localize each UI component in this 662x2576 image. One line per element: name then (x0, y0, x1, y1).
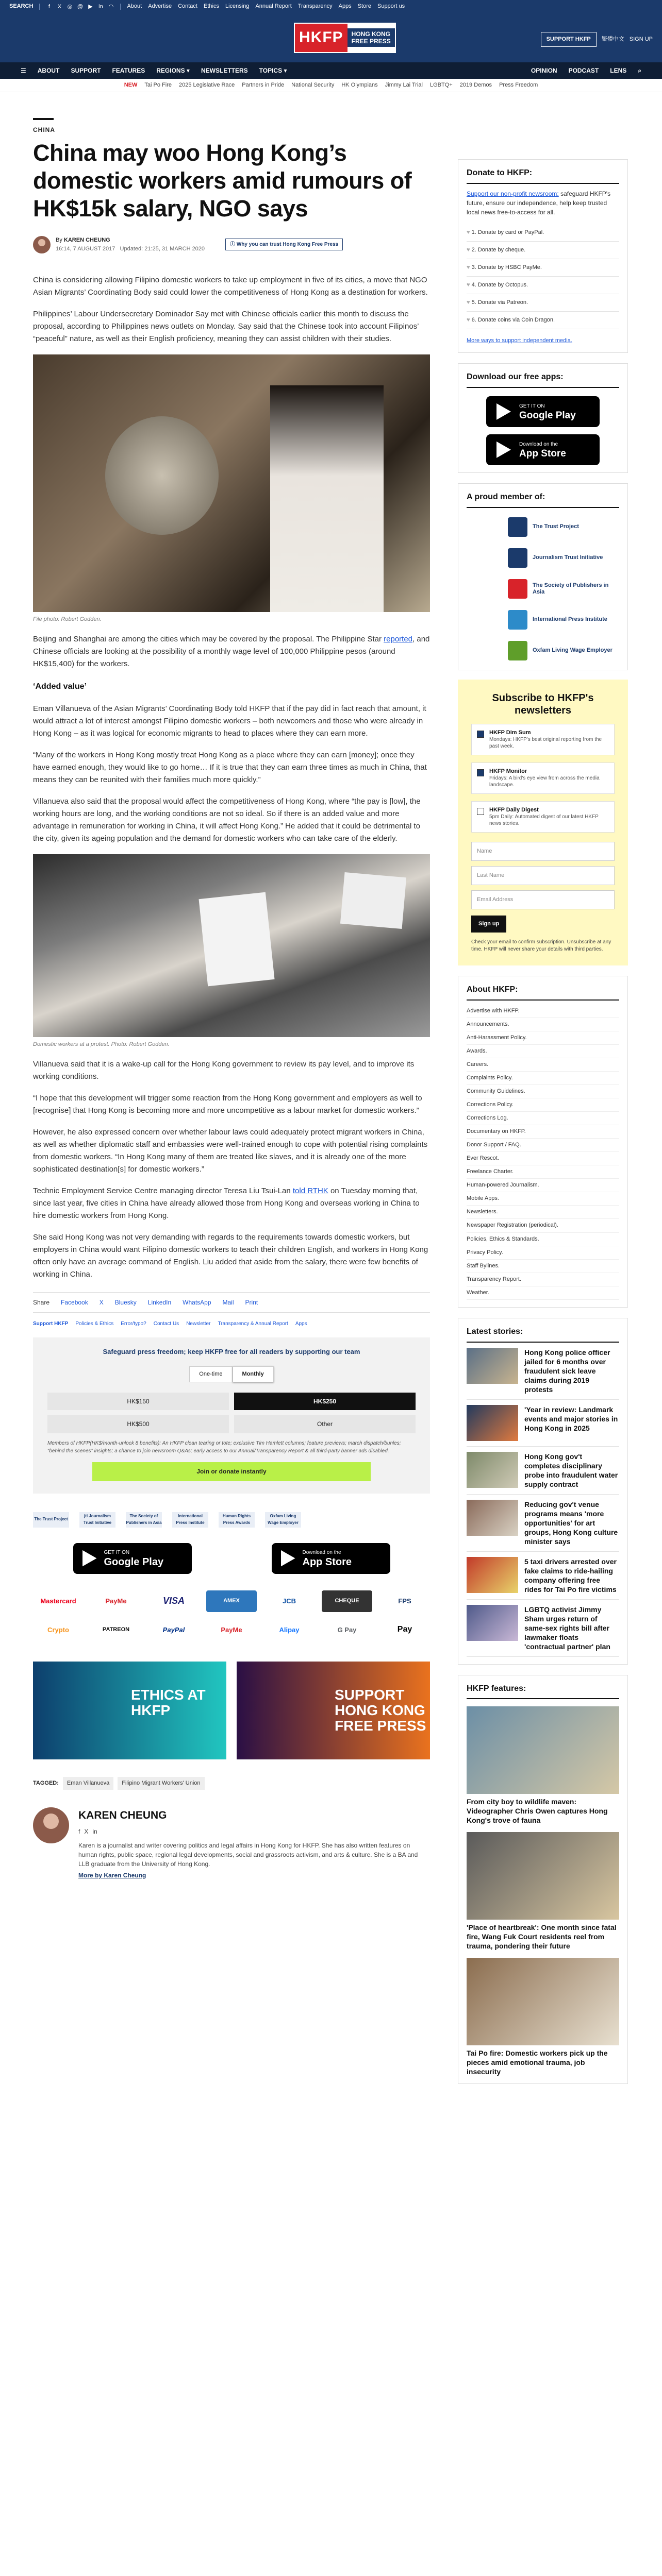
feature-story[interactable] (467, 1832, 619, 1951)
masthead (0, 13, 662, 62)
author-box (33, 1807, 430, 1880)
member-item[interactable] (467, 515, 619, 539)
fps-icon[interactable]: FPS (398, 1597, 411, 1605)
topbar-link-about[interactable]: About (127, 3, 142, 10)
tag[interactable]: Eman Villanueva (63, 1777, 113, 1790)
top-bar (0, 0, 662, 13)
donate-method[interactable]: ♥ 5. Donate via Patreon. (467, 294, 619, 312)
paragraph: She said Hong Kong was not very demanding with regards to the requirements towards domestic workers, but employers in China would want Filipino domestic workers to teach their children English, and workers in Hong Kong often only have an average command of English. Liu added that aside from the salary, there were few benefits of working in China. (33, 1232, 428, 1279)
checkbox-checked[interactable] (477, 769, 484, 776)
support-banner[interactable]: SUPPORT HONG KONG FREE PRESS (237, 1662, 430, 1759)
donate-method[interactable]: ♥ 2. Donate by cheque. (467, 242, 619, 259)
support-hkfp-button[interactable]: SUPPORT HKFP (541, 32, 597, 47)
share-whatsapp[interactable]: WhatsApp (183, 1298, 211, 1306)
byline-dates (56, 245, 205, 253)
author-avatar[interactable] (33, 1807, 69, 1843)
divider (120, 4, 121, 10)
store-small: GET IT ON (519, 403, 545, 409)
about-link[interactable]: Careers. (467, 1058, 619, 1072)
topbar-link-licensing[interactable]: Licensing (225, 3, 250, 10)
main-nav (0, 62, 662, 79)
share-print[interactable]: Print (245, 1298, 258, 1306)
tags-row (33, 1777, 430, 1790)
story-title: Hong Kong gov't completes disciplinary probe into fraudulent water supply contract (524, 1452, 618, 1488)
feature-story[interactable] (467, 1958, 619, 2076)
topbar-link-apps[interactable]: Apps (338, 3, 352, 10)
chevron-down-icon: ▾ (284, 66, 287, 74)
about-link[interactable]: Human-powered Journalism. (467, 1179, 619, 1192)
about-link[interactable]: Announcements. (467, 1018, 619, 1031)
signup-button[interactable]: Sign up (471, 916, 506, 933)
sidebar (458, 92, 628, 2084)
amount-option-other[interactable]: Other (234, 1415, 416, 1433)
latest-story[interactable] (467, 1343, 619, 1400)
author-info (78, 1807, 430, 1880)
jti-icon (508, 548, 527, 568)
share-x[interactable]: X (99, 1298, 104, 1306)
feature-image (467, 1958, 619, 2045)
photo-caption: Domestic workers at a protest. Photo: Robert Godden. (33, 1041, 170, 1047)
story-thumbnail (467, 1557, 518, 1593)
share-mail[interactable]: Mail (222, 1298, 234, 1306)
photo-person-shape (270, 385, 384, 612)
about-link[interactable]: Complaints Policy. (467, 1072, 619, 1085)
oxfam-logo[interactable]: Oxfam Living Wage Employer (265, 1512, 301, 1528)
donate-method[interactable]: ♥ 6. Donate coins via Coin Dragon. (467, 312, 619, 329)
last-name-field[interactable]: Last Name (471, 866, 615, 885)
google-pay-icon[interactable]: G Pay (337, 1625, 357, 1634)
section-subhead: ‘Added value’ (33, 682, 87, 691)
logo-sub (347, 28, 395, 47)
more-ways-link[interactable]: More ways to support independent media. (467, 337, 572, 344)
member-item[interactable] (467, 608, 619, 632)
member-label: Journalism Trust Initiative (533, 554, 603, 561)
nav-regions[interactable] (156, 66, 190, 76)
info-icon: ⓘ (230, 241, 236, 247)
store-name: Google Play (104, 1556, 164, 1568)
donate-method[interactable]: ♥ 1. Donate by card or PayPal. (467, 224, 619, 242)
author-name[interactable]: KAREN CHEUNG (78, 1809, 167, 1821)
divider (39, 4, 40, 10)
amount-option-selected[interactable]: HK$250 (234, 1393, 416, 1411)
widget-title: Download our free apps: (467, 371, 619, 388)
trending-jimmy-lai-trial[interactable]: Jimmy Lai Trial (385, 81, 423, 88)
article-category[interactable]: CHINA (33, 126, 55, 133)
paragraph: However, he also expressed concern over whether labour laws could adequately protect migrant workers in China, as well as whether diplomatic staff and embassies were well-trained enough to cope with potential rising complaints from domestic workers. “In Hong Kong many of them are treated like slaves, and it is already one of the more sophisticated destination[s] for domestic workers.” (33, 1127, 428, 1174)
search-link[interactable]: SEARCH (9, 3, 34, 10)
story-title: Hong Kong police officer jailed for 6 months over fraudulent sick leave claims during 2019 protests (524, 1348, 610, 1394)
nav-podcast[interactable]: PODCAST (568, 66, 599, 74)
donate-method[interactable]: ♥ 4. Donate by Octopus. (467, 277, 619, 294)
photo-pot-shape (105, 416, 219, 535)
chevron-down-icon: ▾ (186, 66, 190, 74)
p10-text-a: Technic Employment Service Centre managing director Teresa Liu Tsui-Lan (33, 1186, 293, 1195)
about-link[interactable]: Freelance Charter. (467, 1165, 619, 1179)
newsletter-note: Check your email to confirm subscription. Unsubscribe at any time. HKFP will never share your details with third parties. (471, 939, 611, 952)
instagram-icon[interactable]: ◎ (67, 4, 73, 10)
share-bluesky[interactable]: Bluesky (114, 1298, 137, 1306)
donate-method[interactable]: ♥ 3. Donate by HSBC PayMe. (467, 259, 619, 277)
byline-text (56, 236, 205, 253)
topbar-link-advertise[interactable]: Advertise (148, 3, 172, 10)
latest-story[interactable] (467, 1600, 619, 1657)
widget-title: About HKFP: (467, 984, 619, 1001)
about-link[interactable]: Donor Support / FAQ. (467, 1139, 619, 1152)
linkedin-icon[interactable]: in (92, 1828, 97, 1836)
donate-title: Safeguard press freedom; keep HKFP free for all readers by supporting our team (103, 1347, 360, 1355)
donate-amounts (47, 1393, 416, 1433)
about-link[interactable]: Weather. (467, 1286, 619, 1300)
article-photo-protest[interactable] (33, 854, 430, 1037)
checkbox[interactable] (477, 808, 484, 815)
social-icons (46, 4, 114, 10)
member-label: International Press Institute (533, 616, 607, 623)
store-small: GET IT ON (104, 1549, 130, 1555)
feature-image (467, 1706, 619, 1794)
payme-icon[interactable]: PayMe (221, 1625, 242, 1634)
nav-opinion[interactable]: OPINION (531, 66, 557, 74)
non-profit-link[interactable]: Support our non-profit newsroom: (467, 190, 559, 197)
signup-link[interactable]: SIGN UP (629, 36, 653, 42)
p3-text-b: , and Chinese officials are looking at the possibility of a monthly wage level of 100,000 Philippine pesos (around HK$15,400) for the workers. (33, 634, 430, 668)
about-link[interactable]: Newspaper Registration (periodical). (467, 1219, 619, 1232)
join-donate-button[interactable]: Join or donate instantly (92, 1462, 371, 1481)
cheque-icon[interactable]: CHEQUE (322, 1590, 372, 1612)
payme-icon[interactable]: PayMe (105, 1597, 127, 1605)
story-title: 5 taxi drivers arrested over fake claims to ride-hailing company offering free rides for Tai Po fire victims (524, 1557, 617, 1594)
feature-title: From city boy to wildlife maven: Videographer Chris Owen captures Hong Kong's trove of fauna (467, 1798, 608, 1825)
sopa-icon (508, 579, 527, 599)
member-item[interactable] (467, 546, 619, 570)
nav-topics[interactable] (259, 66, 287, 76)
photo-sign-shape (340, 872, 406, 928)
member-item[interactable] (467, 577, 619, 601)
toggle-one-time[interactable]: One-time (189, 1366, 232, 1382)
about-link[interactable]: Staff Bylines. (467, 1260, 619, 1273)
topbar-link-annual-report[interactable]: Annual Report (255, 3, 292, 10)
about-link[interactable]: Mobile Apps. (467, 1192, 619, 1206)
visa-icon[interactable]: VISA (162, 1595, 185, 1606)
payment-methods (33, 1590, 430, 1641)
donate-benefits-note: Members of HKFP(HK$/month-unlock 8 benefits): An HKFP clean tearing or tote; exclusive Tim Hamlett columns; feature previews; march dispatch/bunles; “behind the scenes” insights; a chance to join newsroom Q&As; early access to our Annual/Transparency Report & all third-party banner ads disabled. (47, 1440, 401, 1454)
topbar-link-contact[interactable]: Contact (178, 3, 197, 10)
topbar-link-support[interactable]: Support us (377, 3, 405, 10)
member-logos-row (33, 1512, 430, 1528)
feature-story[interactable] (467, 1706, 619, 1825)
trending-national-security[interactable]: National Security (291, 81, 335, 88)
hkfp-logo[interactable] (294, 23, 396, 53)
member-label: Oxfam Living Wage Employer (533, 647, 613, 654)
about-links (467, 1005, 619, 1300)
story-thumbnail (467, 1405, 518, 1441)
patreon-icon[interactable]: PATREON (102, 1626, 130, 1633)
paragraph: Eman Villanueva of the Asian Migrants’ Coordinating Body told HKFP that if the pay did in fact reach that amount, it would attract a lot of interest amongst Filipino domestic workers – both newcomers and those who were already in Hong Kong – as it was logical for economic migrants to head to places where they can earn more. (33, 704, 426, 738)
story-thumbnail (467, 1500, 518, 1536)
paragraph: “I hope that this development will trigger some reaction from the Hong Kong government and employers as well to [recognise] that Hong Kong is becoming more and more uncompetitive as a labour market for domestic workers.” (33, 1093, 422, 1115)
member-widget (458, 483, 628, 670)
trending-press-freedom[interactable]: Press Freedom (499, 81, 538, 88)
crypto-icon[interactable]: Crypto (47, 1625, 69, 1634)
nav-lens[interactable]: LENS (610, 66, 627, 74)
error-typo-link[interactable]: Error/typo? (121, 1321, 146, 1327)
ipi-icon (508, 610, 527, 630)
newsletter-option[interactable] (471, 762, 615, 794)
support-links (33, 1320, 430, 1328)
newsletter-desc: 5pm Daily: Automated digest of our latest HKFP news stories. (489, 814, 599, 826)
mastercard-icon[interactable]: Mastercard (40, 1597, 76, 1605)
about-widget (458, 976, 628, 1308)
topbar-link-store[interactable]: Store (357, 3, 371, 10)
donate-widget (458, 159, 628, 353)
widget-title: HKFP features: (467, 1683, 619, 1700)
story-thumbnail (467, 1348, 518, 1384)
newsletter-title: Subscribe to HKFP's newsletters (492, 692, 594, 716)
nav-features[interactable]: FEATURES (112, 66, 145, 74)
rss-icon[interactable]: ◠ (108, 4, 114, 10)
logo-main: HKFP (295, 24, 347, 52)
donate-widget-text (467, 189, 619, 217)
store-small: Download on the (519, 441, 558, 447)
trending-hk-olympians[interactable]: HK Olympians (341, 81, 378, 88)
donate-frequency-toggle (47, 1366, 416, 1382)
member-label: The Trust Project (533, 523, 579, 530)
checkbox-checked[interactable] (477, 731, 484, 738)
about-link[interactable]: Policies, Ethics & Standards. (467, 1233, 619, 1246)
member-item[interactable] (467, 639, 619, 663)
p10-text-b: on Tuesday morning that, since last year, five cities in China have already allowed those from Hong Kong and overseas working in China to hire domestic workers from Hong Kong. (33, 1186, 420, 1220)
apps-link[interactable]: Apps (295, 1321, 307, 1327)
email-field[interactable]: Email Address (471, 890, 615, 909)
language-switch[interactable]: 繁體中文 (601, 36, 624, 42)
widget-title: Latest stories: (467, 1326, 619, 1343)
newsletter-name: HKFP Dim Sum (489, 729, 531, 736)
nav-regions-label: REGIONS (156, 66, 185, 74)
store-name: App Store (519, 448, 566, 460)
updated-date: Updated: 21:25, 31 MARCH 2020 (120, 245, 205, 252)
support-hkfp-link[interactable]: Support HKFP (33, 1321, 69, 1327)
jti-logo[interactable]: jti Journalism Trust Initiative (79, 1512, 115, 1528)
author-social (78, 1827, 430, 1837)
amex-icon[interactable]: AMEX (206, 1590, 257, 1612)
google-play-button[interactable] (73, 1543, 192, 1574)
more-by-author-link[interactable]: More by Karen Cheung (78, 1871, 146, 1879)
youtube-icon[interactable]: ▶ (88, 4, 93, 10)
paragraph: “Many of the workers in Hong Kong mostly treat Hong Kong as a place where they can earn [money]; once they have earned enough, they would like to go home… If it is true that they can earn three times as much in China, that means they can be reunited with their families much more quickly.” (33, 750, 427, 784)
alipay-icon[interactable]: Alipay (279, 1625, 300, 1634)
photo-sign-shape (198, 892, 274, 986)
share-linkedin[interactable]: LinkedIn (147, 1298, 172, 1306)
story-thumbnail (467, 1605, 518, 1641)
store-name: Google Play (519, 410, 576, 421)
share-label: Share (33, 1298, 50, 1306)
promo-banners (33, 1662, 430, 1759)
store-name: App Store (302, 1556, 352, 1568)
story-thumbnail (467, 1452, 518, 1488)
logo-sub-line-1: HONG KONG (351, 30, 391, 38)
newsletter-link[interactable]: Newsletter (186, 1321, 211, 1327)
donate-widget-body: safeguard HKFP's future, ensure our independence, help keep trusted local news free-to-access for all. (467, 190, 611, 216)
threads-icon[interactable]: @ (77, 4, 84, 10)
reported-link[interactable]: reported (384, 634, 413, 643)
policies-link[interactable]: Policies & Ethics (75, 1321, 114, 1327)
trust-project-logo[interactable]: The Trust Project (33, 1512, 69, 1528)
contact-link[interactable]: Contact Us (153, 1321, 179, 1327)
author-name[interactable]: KAREN CHEUNG (63, 236, 110, 243)
transparency-link[interactable]: Transparency & Annual Report (218, 1321, 288, 1327)
paragraph: Villanueva said that it is a wake-up call for the Hong Kong government to review its pay level, and to improve its working conditions. (33, 1059, 415, 1081)
ipi-logo[interactable]: International Press Institute (172, 1512, 208, 1528)
newsletter-desc: Fridays: A bird's eye view from across the media landscape. (489, 775, 600, 788)
paragraph: Villanueva also said that the proposal would affect the competitiveness of Hong Kong, where “the pay is [low], the working hours are long, and the working conditions are not so ideal. So if there is an added value and more advantage in remuneration for working in China, it will affect Hong Kong.” He added that it could be detrimental to the city, given its ageing population and the demand for domestic workers who can take care of the elderly. (33, 796, 421, 843)
x-icon[interactable]: X (84, 1828, 89, 1836)
ethics-banner[interactable]: ETHICS AT HKFP (33, 1662, 226, 1759)
paragraph (33, 633, 430, 670)
nav-newsletters[interactable]: NEWSLETTERS (201, 66, 248, 74)
donate-methods (467, 224, 619, 329)
article-column (33, 92, 430, 1880)
features-widget (458, 1675, 628, 2084)
about-link[interactable]: Anti-Harassment Policy. (467, 1031, 619, 1045)
linkedin-icon[interactable]: in (98, 4, 103, 10)
name-field[interactable]: Name (471, 842, 615, 861)
nav-about[interactable]: ABOUT (37, 66, 60, 74)
facebook-icon[interactable]: f (78, 1828, 80, 1836)
jcb-icon[interactable]: JCB (282, 1597, 296, 1605)
topbar-link-ethics[interactable]: Ethics (203, 3, 219, 10)
byline-prefix: By (56, 236, 62, 243)
feature-title: 'Place of heartbreak': One month since fatal fire, Wang Fuk Court residents reel from trauma, pondering their future (467, 1923, 617, 1951)
paragraph (33, 1185, 430, 1222)
facebook-icon[interactable]: f (48, 4, 50, 10)
tags-label: TAGGED: (33, 1780, 59, 1786)
toggle-monthly[interactable]: Monthly (233, 1366, 274, 1382)
trending-partners-in-pride[interactable]: Partners in Pride (242, 81, 285, 88)
trust-project-icon (508, 517, 527, 537)
story-title: 'Year in review: Landmark events and major stories in Hong Kong in 2025 (524, 1405, 618, 1432)
search-icon[interactable]: ⌕ (638, 66, 641, 74)
published-date: 16:14, 7 AUGUST 2017 (56, 245, 115, 252)
hrpa-logo[interactable]: Human Rights Press Awards (219, 1512, 255, 1528)
app-store-button[interactable] (486, 434, 600, 465)
why-trust-button[interactable] (225, 239, 343, 251)
trending-lgbtq[interactable]: LGBTQ+ (429, 81, 453, 88)
about-link[interactable]: Advertise with HKFP. (467, 1005, 619, 1018)
about-link[interactable]: Privacy Policy. (467, 1246, 619, 1260)
nav-support[interactable]: SUPPORT (71, 66, 101, 74)
paragraph: Philippines’ Labour Undersecretary Dominador Say met with Chinese officials earlier this month to discuss the proposal, according to Philippines news outlets on Monday. Say said that the Chinese took into account Filipinos’ “peaceful” nature, as well as their English proficiency, meaning they can assist children with their studies. (33, 309, 419, 343)
store-small: Download on the (302, 1549, 341, 1555)
latest-story[interactable] (467, 1400, 619, 1447)
share-bar (33, 1292, 430, 1313)
google-play-button[interactable] (486, 396, 600, 427)
about-link[interactable]: Ever Rescot. (467, 1152, 619, 1165)
about-link[interactable]: Awards. (467, 1045, 619, 1058)
apps-widget (458, 363, 628, 473)
tag[interactable]: Filipino Migrant Workers' Union (118, 1777, 204, 1790)
amount-option[interactable]: HK$500 (47, 1415, 229, 1433)
byline (33, 236, 430, 253)
author-bio: Karen is a journalist and writer covering politics and legal affairs in Hong Kong for HKFP. She has also written features on human rights, public space, regional legal developments, social and grassroots activism, and arts & culture. She is a BA and LLB graduate from the University of Hong Kong. (78, 1841, 418, 1868)
latest-stories-widget (458, 1318, 628, 1665)
p3-text-a: Beijing and Shanghai are among the cities which may be covered by the proposal. The Philippine Star (33, 634, 384, 643)
share-facebook[interactable]: Facebook (61, 1298, 88, 1306)
newsletter-name: HKFP Daily Digest (489, 806, 539, 813)
newsletter-option[interactable] (471, 724, 615, 755)
about-link[interactable]: Newsletters. (467, 1206, 619, 1219)
about-link[interactable]: Corrections Policy. (467, 1098, 619, 1112)
about-link[interactable]: Community Guidelines. (467, 1085, 619, 1098)
about-link[interactable]: Transparency Report. (467, 1273, 619, 1286)
menu-icon[interactable]: ☰ (21, 66, 26, 74)
category-rule (33, 118, 54, 120)
about-link[interactable]: Corrections Log. (467, 1112, 619, 1125)
sopa-logo[interactable]: The Society of Publishers in Asia (126, 1512, 162, 1528)
logo-sub-line-2: FREE PRESS (351, 38, 391, 45)
story-title: Reducing gov't venue programs means 'more opportunities' for art groups, Hong Kong culture minister says (524, 1500, 618, 1546)
apple-pay-icon[interactable]: Pay (397, 1625, 412, 1634)
trending-2019-demos[interactable]: 2019 Demos (459, 81, 492, 88)
masthead-actions (541, 32, 653, 47)
about-link[interactable]: Documentary on HKFP. (467, 1125, 619, 1139)
member-label: The Society of Publishers in Asia (533, 582, 609, 595)
author-avatar[interactable] (33, 236, 51, 253)
newsletter-option[interactable] (471, 801, 615, 833)
x-icon[interactable]: X (57, 4, 62, 10)
app-store-button[interactable] (272, 1543, 390, 1574)
latest-story[interactable] (467, 1495, 619, 1552)
widget-title: Donate to HKFP: (467, 167, 619, 184)
photo-caption: File photo: Robert Godden. (33, 616, 102, 622)
article-photo-kitchen[interactable] (33, 354, 430, 612)
oxfam-icon (508, 641, 527, 660)
why-trust-label: Why you can trust Hong Kong Free Press (236, 241, 339, 247)
new-badge: NEW (124, 81, 138, 88)
donate-box (33, 1337, 430, 1494)
newsletter-widget (458, 680, 628, 965)
rthk-link[interactable]: told RTHK (292, 1186, 328, 1195)
paypal-icon[interactable]: PayPal (162, 1625, 185, 1634)
trending-tai-po-fire[interactable]: Tai Po Fire (144, 81, 172, 88)
widget-title: A proud member of: (467, 491, 619, 508)
trending-nav (0, 79, 662, 92)
trending-legislative-race[interactable]: 2025 Legislative Race (178, 81, 235, 88)
topbar-link-transparency[interactable]: Transparency (297, 3, 333, 10)
amount-option[interactable]: HK$150 (47, 1393, 229, 1411)
feature-title: Tai Po fire: Domestic workers pick up the pieces amid emotional trauma, job insecurity (467, 2049, 608, 2076)
sidebar-app-buttons (467, 396, 619, 465)
latest-story[interactable] (467, 1447, 619, 1495)
paragraph: China is considering allowing Filipino domestic workers to take up employment in five of its cities, a move that NGO Asian Migrants’ Coordinating Body said could lower the competitiveness of Hong Kong as a destination for workers. (33, 275, 428, 297)
newsletter-name: HKFP Monitor (489, 768, 527, 774)
latest-story[interactable] (467, 1552, 619, 1600)
feature-image (467, 1832, 619, 1920)
story-title: LGBTQ activist Jimmy Sham urges return of same-sex rights bill after lawmaker floats 'contractual partner' plan (524, 1605, 610, 1651)
nav-topics-label: TOPICS (259, 66, 283, 74)
app-store-row (33, 1543, 430, 1574)
newsletter-desc: Mondays: HKFP's best original reporting from the past week. (489, 736, 602, 749)
article-title: China may woo Hong Kong’s domestic workers amid rumours of HK$15k salary, NGO says (33, 139, 412, 222)
